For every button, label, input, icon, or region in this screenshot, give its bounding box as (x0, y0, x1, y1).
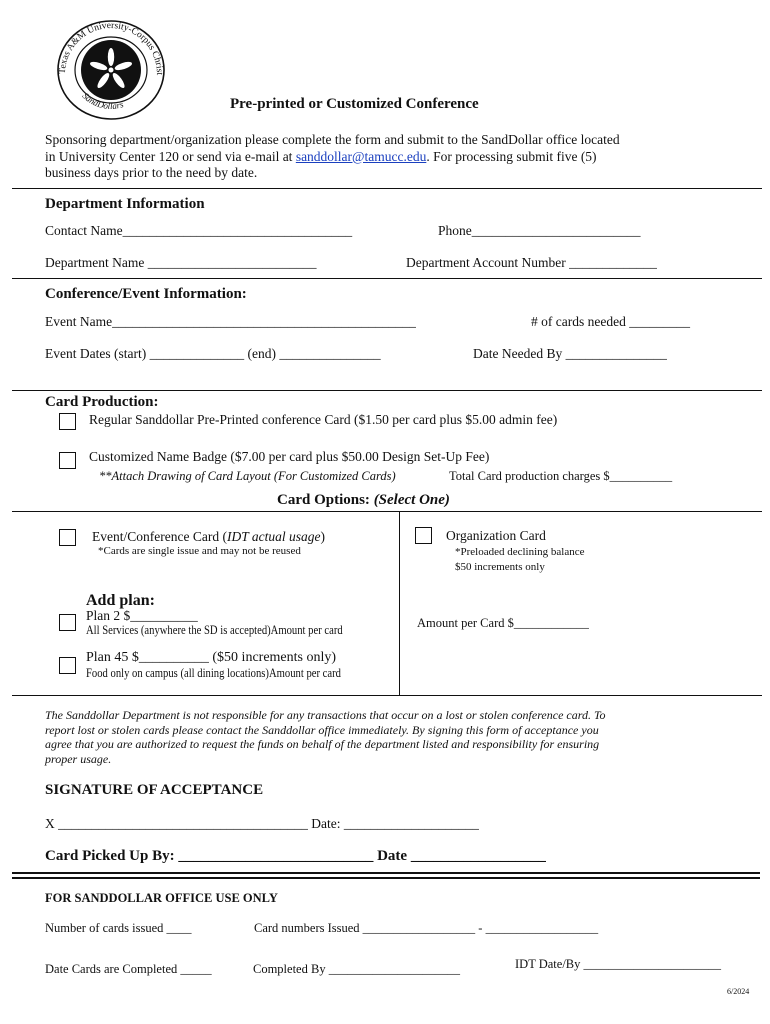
form-title: Pre-printed or Customized Conference (230, 96, 479, 112)
custom-badge-checkbox[interactable] (59, 452, 76, 469)
options-heading-text: Card Options: (277, 492, 374, 508)
date-needed-field[interactable]: Date Needed By _______________ (473, 346, 667, 361)
disclaimer (45, 708, 606, 766)
double-divider (12, 877, 760, 879)
event-dates-field[interactable]: Event Dates (start) ______________ (end) _______________ (45, 346, 381, 361)
version-date: 6/2024 (727, 987, 750, 996)
plan2-note-text: All Services (anywhere the SD is accepted)Amount per card (86, 623, 343, 637)
card-numbers-field[interactable]: Card numbers Issued __________________ - __________________ (254, 921, 599, 935)
double-divider (12, 872, 760, 874)
org-card-increments: $50 increments only (455, 561, 545, 573)
cards-issued-field[interactable]: Number of cards issued ____ (45, 921, 192, 935)
plan2-field[interactable]: Plan 2 $__________ (86, 608, 198, 623)
disclaimer-line: report lost or stolen cards please contact the Sanddollar office immediately. By signing this form of acceptance you (45, 722, 599, 737)
amount-per-card-field[interactable]: Amount per Card $____________ (417, 616, 589, 630)
picked-up-line[interactable]: Card Picked Up By: __________________________ Date __________________ (45, 848, 546, 864)
event-card-text: Event/Conference Card ( (92, 529, 227, 544)
intro-line (45, 149, 620, 166)
event-name-field[interactable]: Event Name_____________________________________________ (45, 314, 416, 329)
svg-text:Texas A&M University-Corpus Ch: Texas A&M University-Corpus Christ (57, 20, 165, 76)
regular-card-label: Regular Sanddollar Pre-Printed conference Card ($1.50 per card plus $5.00 admin fee) (89, 412, 558, 427)
intro-text (45, 132, 620, 182)
completed-by-field[interactable]: Completed By _____________________ (253, 962, 460, 976)
department-name-field[interactable]: Department Name _________________________ (45, 255, 317, 270)
options-select-one: (Select One) (373, 492, 450, 508)
disclaimer-line: agree that you are authorized to request the funds on behalf of the department listed and responsibility for ensuring (45, 737, 600, 751)
idt-date-field[interactable]: IDT Date/By ______________________ (515, 957, 722, 971)
sanddollar-logo (52, 14, 170, 120)
org-card-note: *Preloaded declining balance (455, 546, 585, 558)
date-completed-field[interactable]: Date Cards are Completed _____ (45, 962, 212, 976)
intro-text-part: . For processing submit five (5) (426, 148, 597, 164)
intro-line: Sponsoring department/organization please complete the form and submit to the SandDollar office located (45, 132, 620, 147)
custom-badge-label: Customized Name Badge ($7.00 per card plus $50.00 Design Set-Up Fee) (89, 449, 490, 464)
plan45-note (86, 666, 386, 681)
attach-drawing-note: **Attach Drawing of Card Layout (For Customized Cards) (99, 469, 396, 483)
options-column-divider (399, 511, 400, 695)
plan2-note (86, 623, 388, 638)
event-card-checkbox[interactable] (59, 529, 76, 546)
divider (12, 695, 762, 696)
email-link[interactable]: sanddollar@tamucc.edu (295, 148, 427, 164)
total-charges-field[interactable]: Total Card production charges $__________ (449, 469, 673, 483)
contact-name-field[interactable]: Contact Name__________________________________ (45, 223, 353, 238)
divider (12, 278, 762, 279)
signature-heading: SIGNATURE OF ACCEPTANCE (45, 782, 264, 798)
plan45-field[interactable]: Plan 45 $__________ ($50 increments only) (86, 650, 337, 665)
org-card-label: Organization Card (446, 528, 546, 543)
event-card-note: *Cards are single issue and may not be reused (98, 545, 301, 557)
disclaimer-line: The Sanddollar Department is not responsible for any transactions that occur on a lost or stolen conference card. To (45, 708, 606, 722)
event-card-paren: ) (320, 529, 325, 544)
account-number-field[interactable]: Department Account Number _____________ (406, 255, 657, 270)
plan2-checkbox[interactable] (59, 614, 76, 631)
production-heading: Card Production: (45, 394, 159, 410)
office-heading: FOR SANDDOLLAR OFFICE USE ONLY (45, 891, 278, 905)
event-card-usage: IDT actual usage (226, 529, 321, 544)
add-plan-heading: Add plan: (86, 592, 155, 609)
plan45-note-text: Food only on campus (all dining locations)Amount per card (86, 666, 341, 680)
event-heading: Conference/Event Information: (45, 286, 247, 302)
intro-line: business days prior to the need by date. (45, 165, 258, 180)
department-heading: Department Information (45, 196, 205, 212)
signature-line[interactable]: X _____________________________________ Date: ____________________ (45, 816, 479, 831)
divider (12, 511, 762, 512)
divider (12, 188, 762, 189)
divider (12, 390, 762, 391)
plan45-checkbox[interactable] (59, 657, 76, 674)
regular-card-checkbox[interactable] (59, 413, 76, 430)
phone-field[interactable]: Phone_________________________ (438, 223, 641, 238)
options-heading (277, 492, 450, 509)
cards-needed-field[interactable]: # of cards needed _________ (531, 314, 690, 329)
intro-text-part: in University Center 120 or send via e-mail at (45, 148, 296, 164)
disclaimer-line: proper usage. (45, 751, 112, 766)
event-card-label (92, 529, 325, 545)
sand-dollar-icon (52, 14, 170, 120)
org-card-checkbox[interactable] (415, 527, 432, 544)
svg-text:SandDollars: SandDollars (80, 90, 125, 111)
